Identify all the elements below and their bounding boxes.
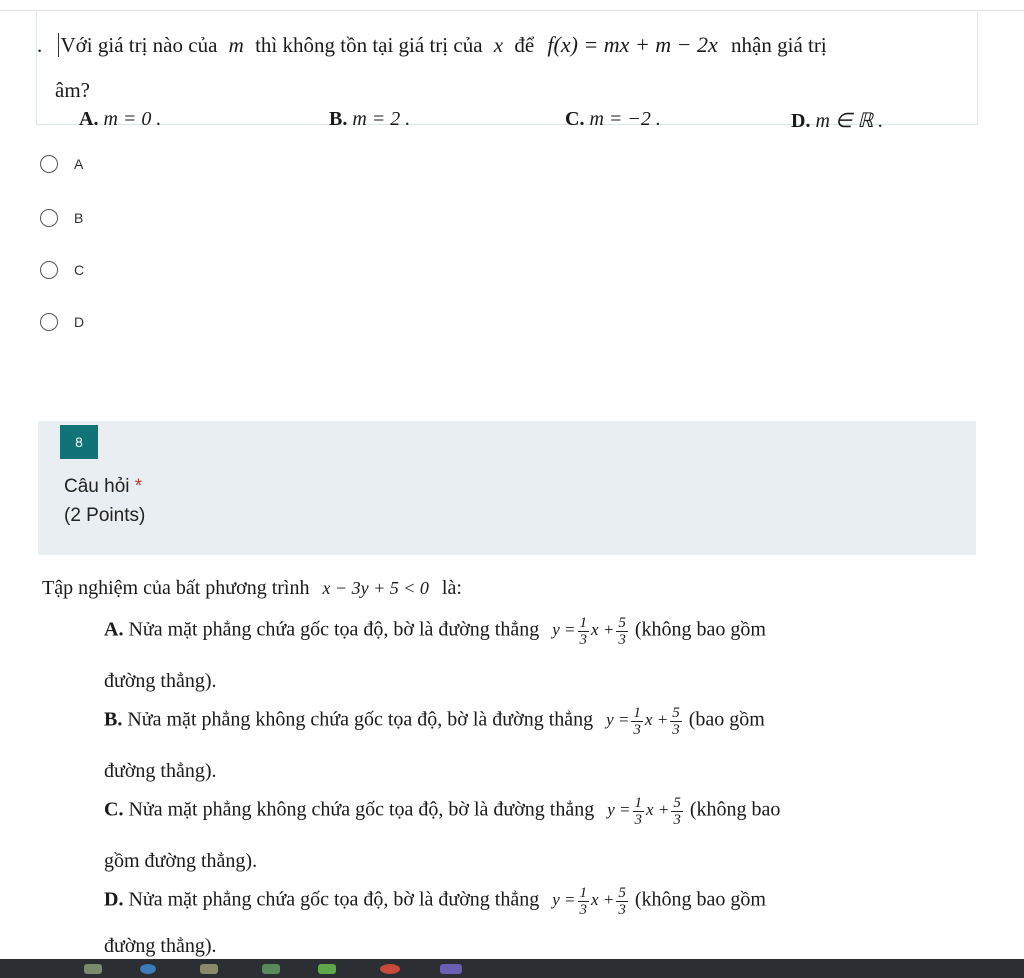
app-icon[interactable] bbox=[380, 964, 400, 974]
stem-text-d: nhận giá trị bbox=[731, 33, 827, 57]
q7-option-a: A. m = 0 . bbox=[79, 108, 162, 130]
question-7-image bbox=[36, 12, 978, 132]
function-expression: f(x) = mx + m − 2x bbox=[547, 32, 718, 57]
var-m: m bbox=[228, 33, 244, 57]
app-icon[interactable] bbox=[140, 964, 156, 974]
app-icon[interactable] bbox=[440, 964, 462, 974]
app-icon[interactable] bbox=[84, 964, 102, 974]
q8-option-a-cont: đường thẳng). bbox=[104, 670, 217, 692]
lead-dot: . bbox=[37, 33, 43, 57]
stem-end: là: bbox=[441, 577, 462, 599]
choice-b[interactable] bbox=[40, 206, 83, 230]
choice-label: D bbox=[74, 314, 85, 330]
q8-option-d-cont: đường thẳng). bbox=[104, 935, 217, 957]
var-x: x bbox=[493, 33, 504, 57]
radio-circle-icon[interactable] bbox=[40, 313, 58, 331]
question-7-options bbox=[37, 108, 977, 134]
app-icon[interactable] bbox=[262, 964, 280, 974]
taskbar bbox=[0, 959, 1024, 978]
question-label-text: Câu hỏi bbox=[64, 476, 130, 497]
question-points: (2 Points) bbox=[64, 505, 146, 526]
question-8-header bbox=[38, 421, 976, 555]
choice-label: B bbox=[74, 210, 84, 226]
q8-option-c: C. Nửa mặt phẳng không chứa gốc tọa độ, bờ là đường thẳng y = $\frac{1}{3}$ x + $\frac{5}{3}$ (không bao bbox=[104, 795, 781, 828]
choice-c[interactable] bbox=[40, 258, 84, 282]
choice-a[interactable] bbox=[40, 152, 83, 176]
required-marker: * bbox=[134, 476, 143, 497]
q8-option-b: B. Nửa mặt phẳng không chứa gốc tọa độ, bờ là đường thẳng y = $\frac{1}{3}$ x + $\frac{5}{3}$ (bao gồm bbox=[104, 705, 765, 738]
choice-label: A bbox=[74, 156, 84, 172]
question-7-stem-line2: âm? bbox=[55, 78, 90, 102]
choice-label: C bbox=[74, 262, 85, 278]
stem-text: Tập nghiệm của bất phương trình bbox=[42, 577, 310, 599]
question-8-image bbox=[38, 555, 976, 955]
radio-circle-icon[interactable] bbox=[40, 261, 58, 279]
radio-circle-icon[interactable] bbox=[40, 209, 58, 227]
q8-option-b-cont: đường thẳng). bbox=[104, 760, 217, 782]
inequality-expression: x − 3y + 5 < 0 bbox=[322, 578, 429, 598]
q7-option-b: B. m = 2 . bbox=[329, 108, 411, 130]
top-divider bbox=[0, 10, 1024, 11]
question-label bbox=[64, 476, 142, 498]
question-7-stem bbox=[37, 32, 827, 58]
question-number-badge: 8 bbox=[60, 425, 98, 459]
stem-text-a: Với giá trị nào của bbox=[58, 33, 218, 57]
stem-text-c: để bbox=[514, 33, 535, 57]
app-icon[interactable] bbox=[318, 964, 336, 974]
line-equation: y = $\frac{1}{3}$ x + $\frac{5}{3}$ bbox=[552, 615, 626, 648]
q8-option-d: D. Nửa mặt phẳng chứa gốc tọa độ, bờ là đường thẳng y = $\frac{1}{3}$ x + $\frac{5}{3}$ (không bao gồm bbox=[104, 885, 766, 918]
question-8-stem bbox=[42, 577, 462, 600]
radio-circle-icon[interactable] bbox=[40, 155, 58, 173]
q8-option-a: A. Nửa mặt phẳng chứa gốc tọa độ, bờ là đường thẳng y = $\frac{1}{3}$ x + $\frac{5}{3}$ (không bao gồm bbox=[104, 615, 766, 648]
q7-option-d: D. m ∈ ℝ . bbox=[791, 110, 884, 132]
q8-option-c-cont: gồm đường thẳng). bbox=[104, 850, 258, 872]
app-icon[interactable] bbox=[200, 964, 218, 974]
stem-text-b: thì không tồn tại giá trị của bbox=[255, 33, 483, 57]
line-equation: y = $\frac{1}{3}$ x + $\frac{5}{3}$ bbox=[607, 795, 681, 828]
q7-option-c: C. m = −2 . bbox=[565, 108, 661, 130]
line-equation: y = $\frac{1}{3}$ x + $\frac{5}{3}$ bbox=[552, 885, 626, 918]
line-equation: y = $\frac{1}{3}$ x + $\frac{5}{3}$ bbox=[606, 705, 680, 738]
choice-d[interactable] bbox=[40, 310, 84, 334]
